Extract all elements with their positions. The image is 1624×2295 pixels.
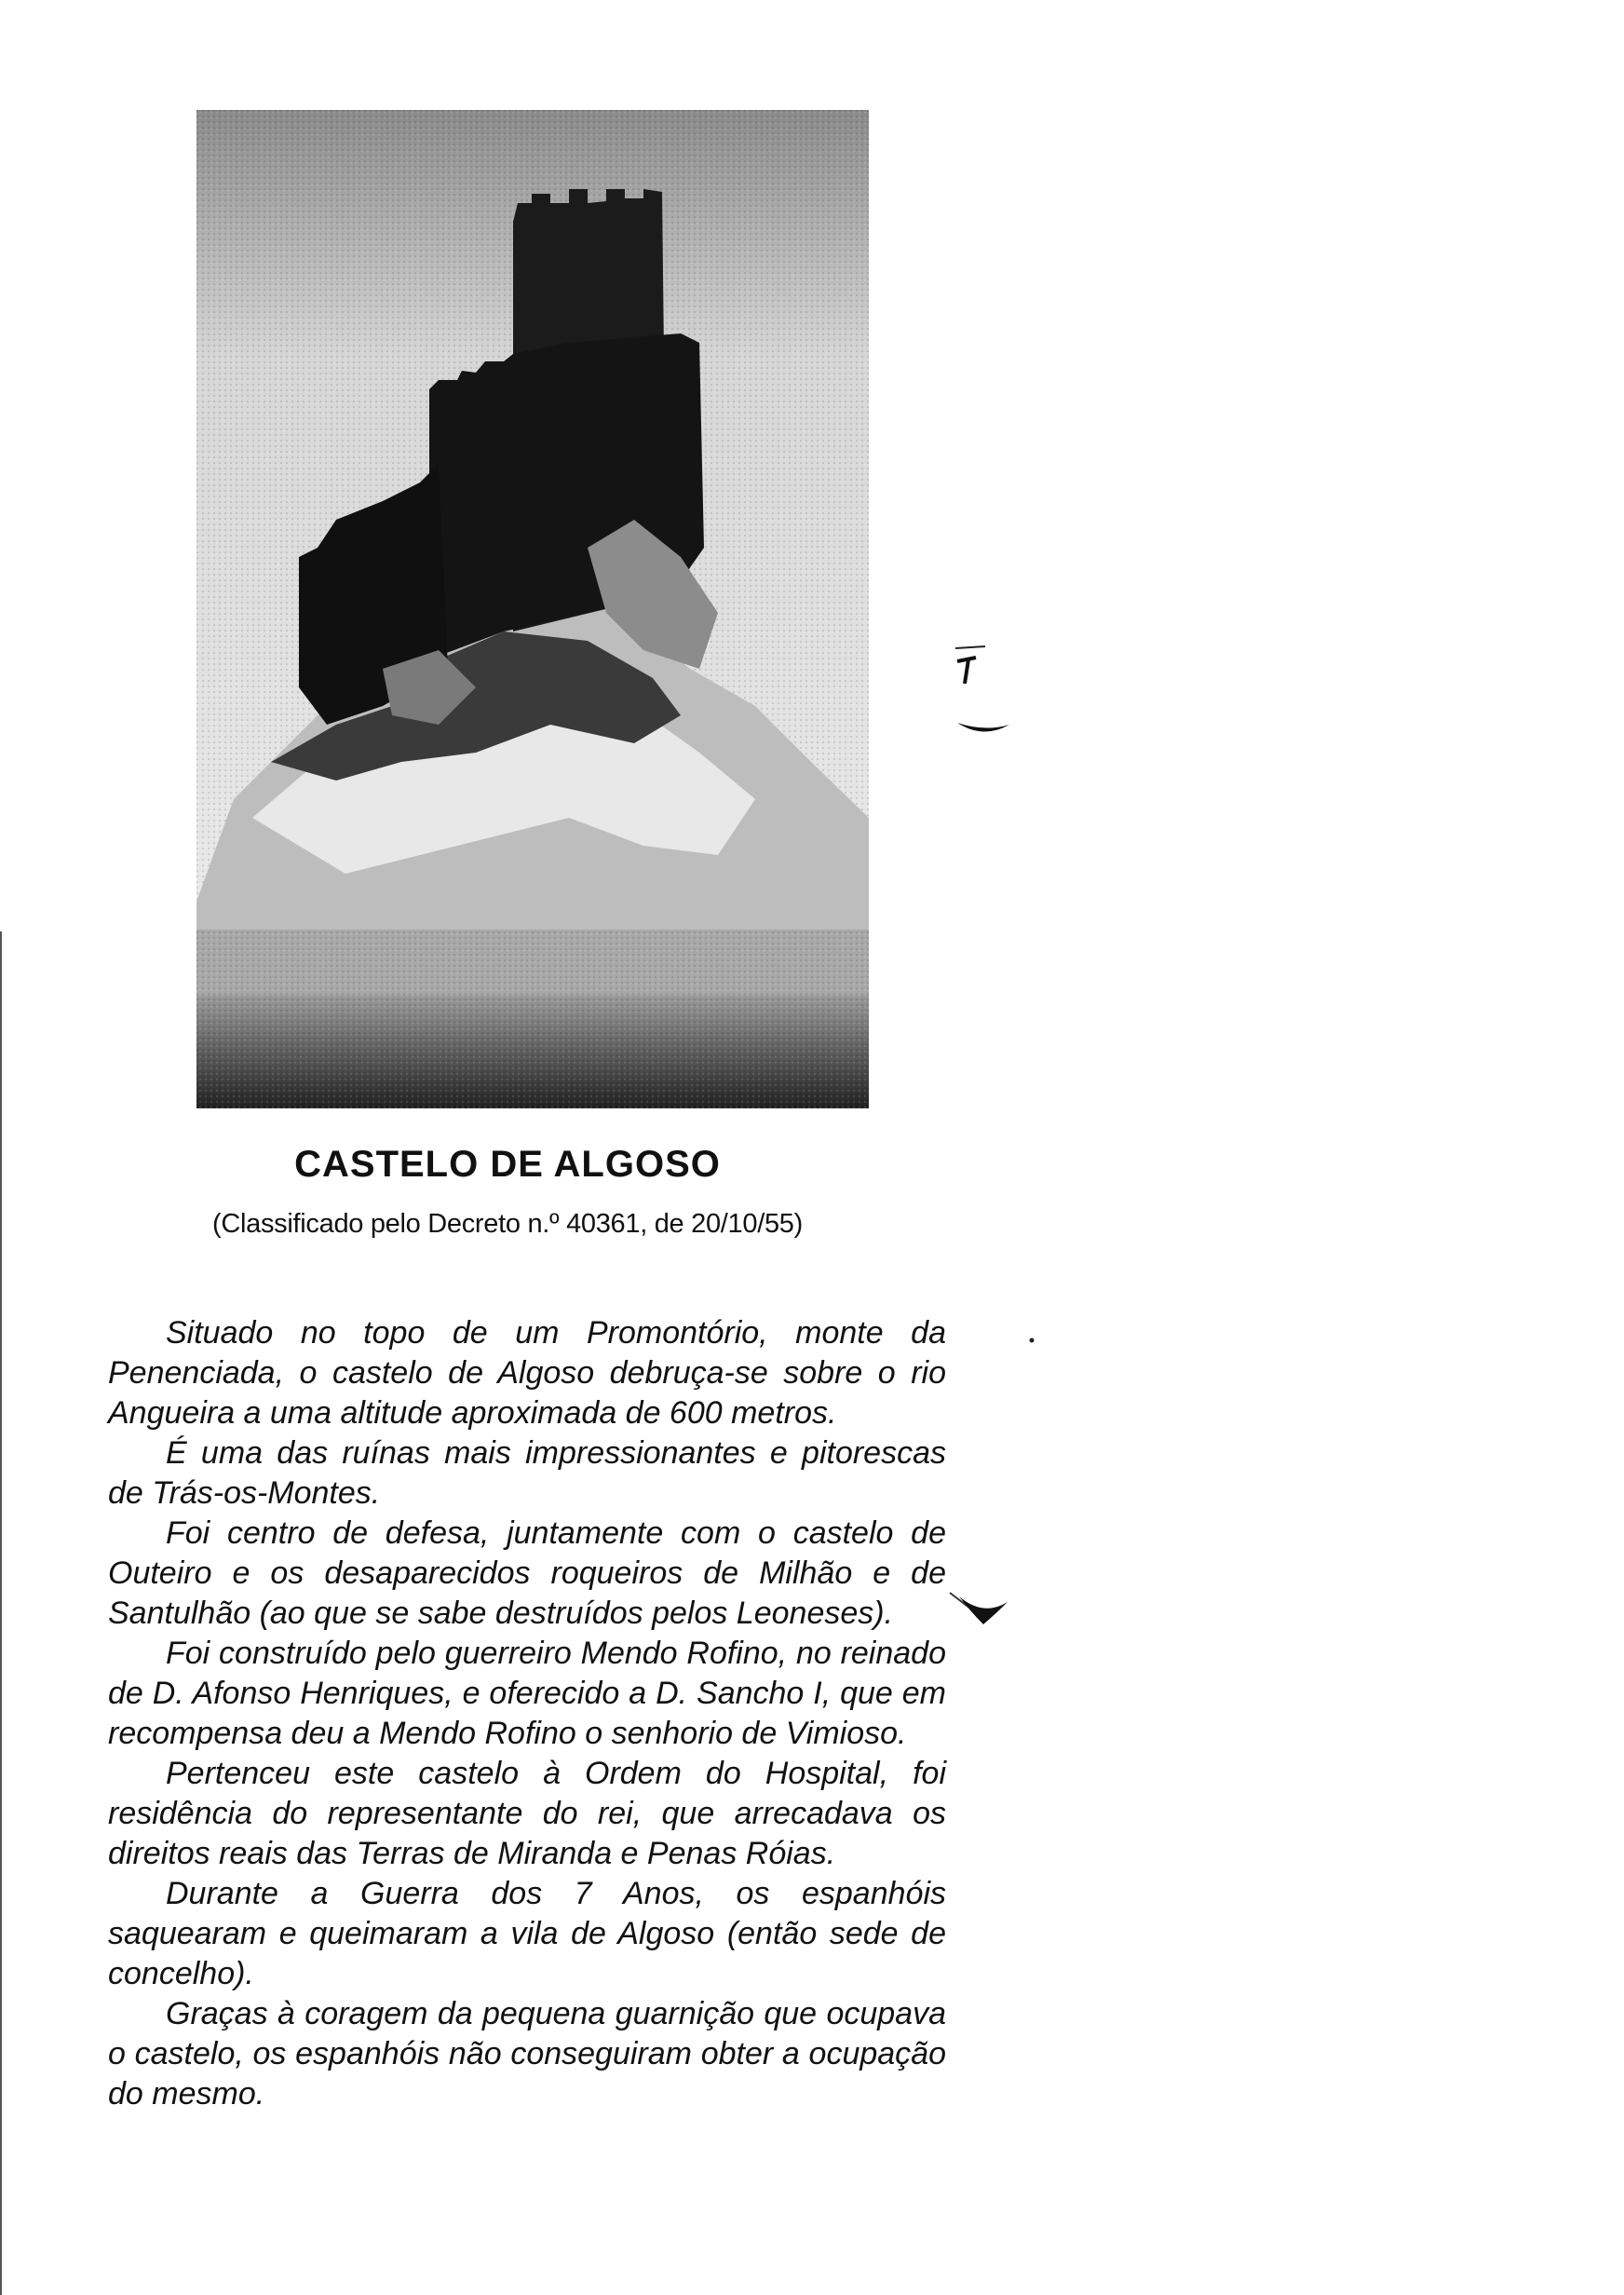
paragraph: Pertenceu este castelo à Ordem do Hospital, foi residência do representante do rei, que arrecadava os direitos reais das Terras de Miranda e Penas Róias. [108, 1756, 946, 1871]
article-body [108, 1313, 946, 2114]
paragraph: Foi centro de defesa, juntamente com o castelo de Outeiro e os desaparecidos roqueiros de Milhão e de Santulhão (ao que se sabe destruídos pelos Leoneses). [108, 1515, 946, 1631]
page-title: CASTELO DE ALGOSO [294, 1144, 721, 1185]
paragraph: Situado no topo de um Promontório, monte da Penenciada, o castelo de Algoso debruça-se sobre o rio Angueira a uma altitude aproximada de 600 metros. [108, 1315, 946, 1431]
paragraph: Durante a Guerra dos 7 Anos, os espanhóis saquearam e queimaram a vila de Algoso (então sede de concelho). [108, 1876, 946, 1991]
scan-dot-icon [1028, 1337, 1035, 1344]
castle-photo [196, 110, 869, 1108]
scan-mark-icon [948, 643, 1013, 745]
paragraph: Foi construído pelo guerreiro Mendo Rofino, no reinado de D. Afonso Henriques, e oferecido a D. Sancho I, que em recompensa deu a Mendo Rofino o senhorio de Vimioso. [108, 1636, 946, 1751]
paragraph: Graças à coragem da pequena guarnição que ocupava o castelo, os espanhóis não conseguiram obter a ocupação do mesmo. [108, 1996, 946, 2112]
scan-mark-icon [946, 1583, 1011, 1630]
page-edge-line [0, 931, 2, 2295]
classification-subtitle: (Classificado pelo Decreto n.º 40361, de 20/10/55) [212, 1209, 803, 1239]
castle-illustration [196, 110, 869, 1108]
paragraph: É uma das ruínas mais impressionantes e pitorescas de Trás-os-Montes. [108, 1435, 946, 1511]
